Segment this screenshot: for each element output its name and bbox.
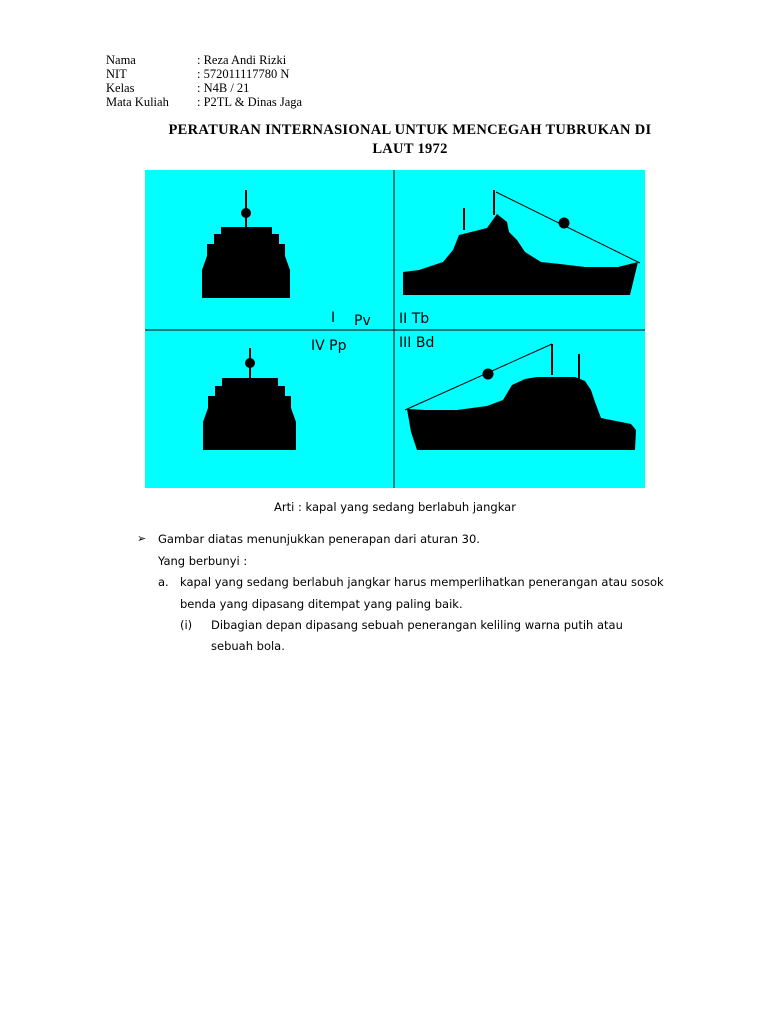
bullet-text: Gambar diatas menunjukkan penerapan dari aturan 30. — [158, 532, 480, 546]
figure-svg — [145, 170, 645, 488]
item-i-line-2: sebuah bola. — [211, 639, 285, 653]
info-value: : N4B / 21 — [197, 81, 250, 95]
label-q2: II Tb — [399, 311, 430, 327]
info-value: : P2TL & Dinas Jaga — [197, 95, 303, 109]
item-a-line-2: benda yang dipasang ditempat yang paling baik. — [180, 597, 463, 611]
info-row-mata-kuliah — [106, 95, 302, 109]
info-value: : 572011117780 N — [197, 67, 290, 81]
figure-caption: Arti : kapal yang sedang berlabuh jangkar — [274, 500, 516, 514]
item-a-line-1: kapal yang sedang berlabuh jangkar harus memperlihatkan penerangan atau sosok — [180, 575, 664, 589]
item-a-marker: a. — [158, 575, 169, 589]
info-label: Mata Kuliah — [106, 95, 169, 109]
item-i-marker: (i) — [180, 618, 193, 632]
student-info — [106, 53, 302, 109]
info-label: NIT — [106, 67, 127, 81]
document-title — [100, 121, 720, 159]
item-i-line-1: Dibagian depan dipasang sebuah penerangan keliling warna putih atau — [211, 618, 623, 632]
info-value: : Reza Andi Rizki — [197, 53, 287, 67]
label-q4: IV Pp — [311, 338, 347, 354]
label-q3: III Bd — [399, 335, 435, 351]
bullet-arrow-icon: ➢ — [137, 532, 147, 545]
info-row-kelas — [106, 81, 302, 95]
title-line-2: LAUT 1972 — [372, 141, 448, 157]
info-row-name — [106, 53, 302, 67]
intro-text: Yang berbunyi : — [158, 554, 248, 568]
info-label: Kelas — [106, 81, 135, 95]
label-q1-numeral: I — [331, 310, 336, 326]
info-row-nit — [106, 67, 302, 81]
info-label: Nama — [106, 53, 136, 67]
anchored-vessel-figure — [145, 170, 645, 488]
label-q1-code: Pv — [354, 313, 371, 329]
title-line-1: PERATURAN INTERNASIONAL UNTUK MENCEGAH TUBRUKAN DI — [168, 122, 652, 138]
